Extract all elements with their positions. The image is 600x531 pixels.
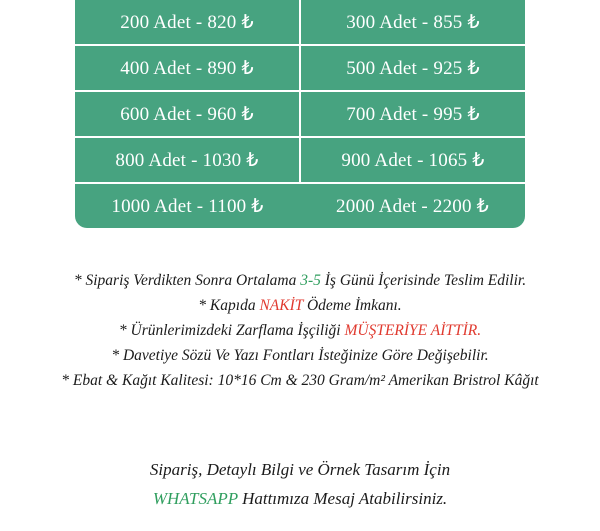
notes-list: [0, 268, 600, 393]
text-fragment: * Davetiye Sözü Ve Yazı Fontları İsteğinize Göre Değişebilir.: [111, 347, 489, 364]
price-cell: 2000 Adet - 2200 ₺: [336, 195, 489, 217]
text-fragment: * Sipariş Verdikten Sonra Ortalama: [73, 272, 301, 289]
price-row: [75, 46, 525, 92]
highlight-green: WHATSAPP: [152, 489, 238, 508]
price-cell: 700 Adet - 995 ₺: [346, 103, 480, 125]
footer-contact: [0, 455, 600, 513]
note-line: [0, 268, 600, 293]
highlight-red: MÜŞTERİYE AİTTİR.: [344, 322, 482, 339]
price-row: [75, 184, 525, 228]
footer-line-1: Sipariş, Detaylı Bilgi ve Örnek Tasarım İçin: [149, 460, 451, 479]
price-cell: 1000 Adet - 1100 ₺: [111, 195, 264, 217]
price-cell: 800 Adet - 1030 ₺: [75, 138, 301, 182]
price-cell: 900 Adet - 1065 ₺: [341, 149, 485, 171]
highlight-red: NAKİT: [259, 297, 304, 314]
text-fragment: Ödeme İmkanı.: [303, 297, 402, 314]
note-line: [0, 293, 600, 318]
price-row: [75, 0, 525, 46]
price-row: [75, 138, 525, 184]
price-table: [75, 0, 525, 228]
price-cell: 400 Adet - 890 ₺: [75, 46, 301, 90]
price-cell: 200 Adet - 820 ₺: [75, 0, 301, 44]
text-fragment: İş Günü İçerisinde Teslim Edilir.: [320, 272, 527, 289]
price-cell: 300 Adet - 855 ₺: [346, 11, 480, 33]
footer-line-2: [0, 484, 600, 513]
note-line: [0, 368, 600, 393]
highlight-green: 3-5: [300, 272, 321, 289]
text-fragment: * Ebat & Kağıt Kalitesi: 10*16 Cm & 230 Gram/m² Amerikan Bristrol Kâğıt: [61, 372, 539, 389]
price-row: [75, 92, 525, 138]
text-fragment: * Kapıda: [198, 297, 260, 314]
text-fragment: Hattımıza Mesaj Atabilirsiniz.: [237, 489, 448, 508]
price-cell: 600 Adet - 960 ₺: [75, 92, 301, 136]
price-cell: 500 Adet - 925 ₺: [346, 57, 480, 79]
note-line: [0, 343, 600, 368]
text-fragment: * Ürünlerimizdeki Zarflama İşçiliği: [118, 322, 345, 339]
note-line: [0, 318, 600, 343]
